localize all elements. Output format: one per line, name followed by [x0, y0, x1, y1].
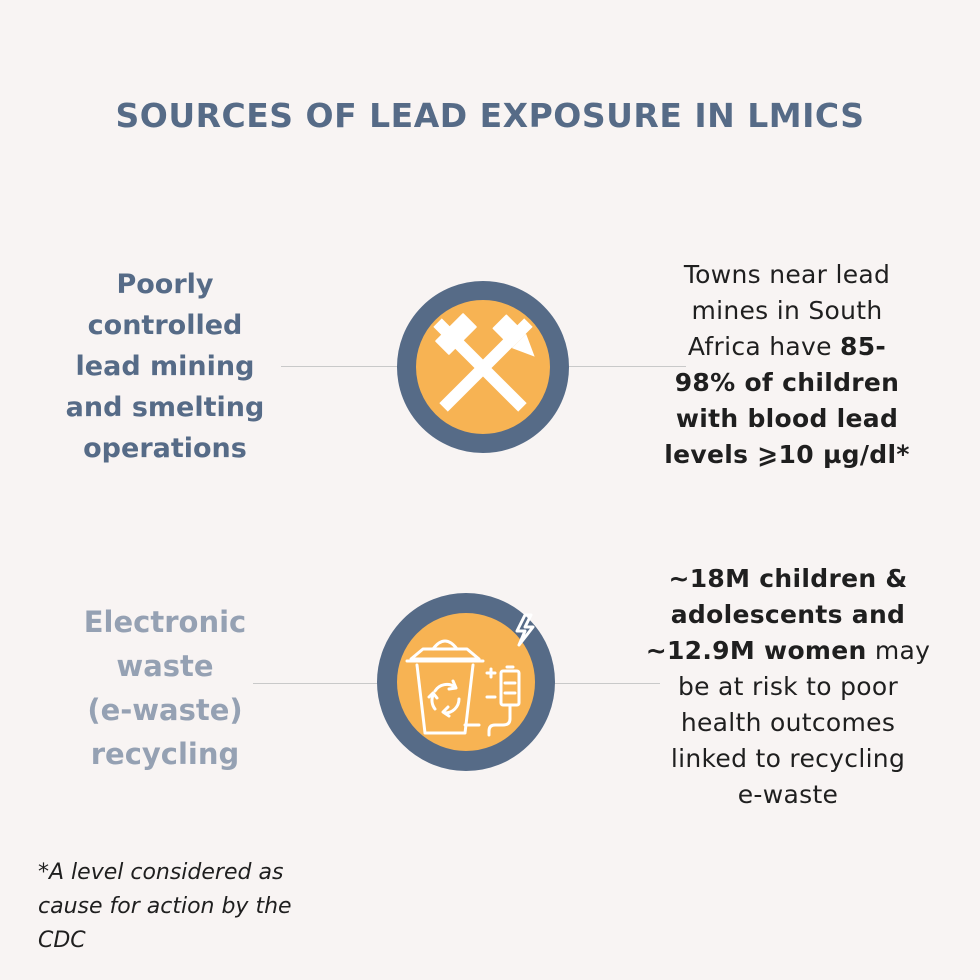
fact-highlight: 85-: [840, 332, 887, 361]
fact-highlight: adolescents and: [670, 600, 906, 629]
footnote-line: *A level considered as: [38, 860, 284, 885]
fact-highlight: 98% of children: [674, 368, 900, 397]
page-title: SOURCES OF LEAD EXPOSURE IN LMICS: [115, 96, 865, 135]
fact-line: [640, 633, 936, 669]
fact-line: linked to recycling: [670, 744, 906, 773]
source-label-ewaste: [60, 600, 270, 776]
fact-line: [652, 365, 922, 401]
source-label-line: waste: [116, 649, 214, 683]
connector-line-ewaste-left: [253, 683, 383, 684]
footnote-line: cause for action by the: [38, 894, 292, 919]
fact-line: [652, 329, 922, 365]
source-label-line: controlled: [87, 310, 243, 341]
source-label-line: (e-waste): [87, 693, 243, 727]
fact-line: [652, 401, 922, 437]
fact-line: health outcomes: [680, 708, 896, 737]
fact-line: mines in South: [691, 296, 883, 325]
source-label-line: operations: [83, 433, 247, 464]
source-label-line: Electronic: [83, 605, 247, 639]
footnote-line: CDC: [38, 928, 86, 953]
fact-line: [640, 597, 936, 633]
source-label-line: and smelting: [65, 392, 265, 423]
footnote: [38, 856, 292, 958]
source-label-line: lead mining: [75, 351, 255, 382]
ewaste-icon-circle: [377, 593, 555, 771]
source-label-line: recycling: [90, 737, 240, 771]
fact-line: e-waste: [737, 780, 839, 809]
fact-text: may: [866, 636, 931, 665]
connector-line-mining-left: [281, 366, 401, 367]
source-label-line: Poorly: [116, 269, 214, 300]
fact-line: Towns near lead: [683, 260, 891, 289]
fact-line: [640, 561, 936, 597]
fact-line: be at risk to poor: [677, 672, 899, 701]
mining-icon-circle: [397, 281, 569, 453]
mining-fact: [652, 257, 922, 473]
fact-highlight: ~12.9M women: [645, 636, 867, 665]
fact-highlight: with blood lead: [675, 404, 899, 433]
source-label-mining: [60, 264, 270, 469]
fact-line: [652, 437, 922, 473]
fact-highlight: ~18M children &: [668, 564, 908, 593]
crossed-hammers-icon: [416, 300, 550, 434]
ewaste-fact: [640, 561, 936, 813]
fact-text: Africa have: [687, 332, 841, 361]
e-waste-recycling-icon: [397, 613, 535, 751]
fact-highlight: levels ⩾10 µg/dl*: [664, 440, 910, 469]
